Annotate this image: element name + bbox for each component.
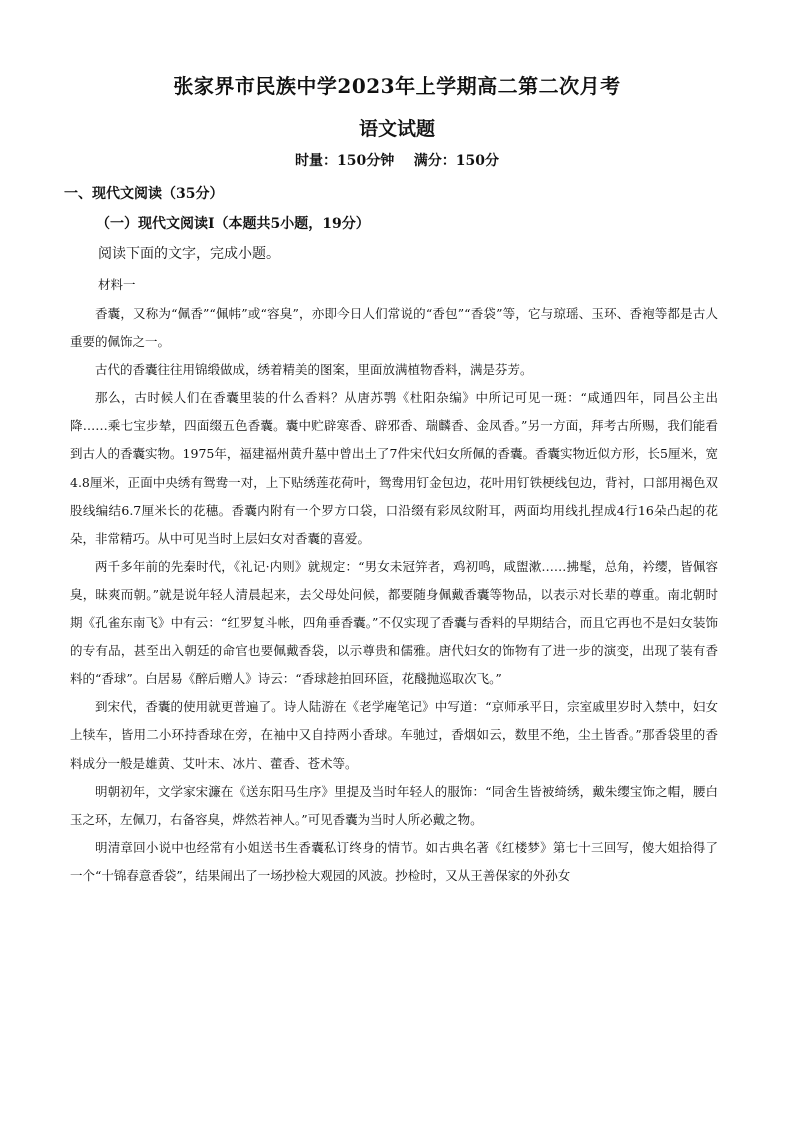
paragraph: 到宋代，香囊的使用就更普遍了。诗人陆游在《老学庵笔记》中写道：“京师承平日，宗室戚里岁时入禁中，妇女上犊车，皆用二小环持香球在旁，在袖中又自持两小香球。车驰过，香烟如云，数里不绝，尘土皆香。”那香袋里的香料成分一般是雄黄、艾叶末、冰片、藿香、苍术等。 <box>70 699 718 771</box>
section-heading: 一、现代文阅读（35分） <box>64 186 224 202</box>
paragraph: 两千多年前的先秦时代，《礼记·内则》就规定：“男女未冠笄者，鸡初鸣，咸盥漱……拂髦，总角，衿缨，皆佩容臭，昧爽而朝。”就是说年轻人清晨起来，去父母处问候，都要随身佩戴香囊等物品，以表示对长辈的尊重。南北朝时期《孔雀东南飞》中有云：“红罗复斗帐，四角垂香囊。”不仅实现了香囊与香料的早期结合，而且它再也不是妇女装饰的专有品，甚至出入朝廷的命官也要佩戴香袋，以示尊贵和儒雅。唐代妇女的饰物有了进一步的演变，出现了装有香料的“香球”。白居易《醉后赠人》诗云：“香球趁拍回环匼，花醆抛巡取次飞。” <box>70 558 718 687</box>
paragraph: 明朝初年，文学家宋濂在《送东阳马生序》里提及当时年轻人的服饰：“同舍生皆被绮绣，戴朱缨宝饰之帽，腰白玉之环，左佩刀，右备容臭，烨然若神人。”可见香囊为当时人所必戴之物。 <box>70 783 718 827</box>
paragraph: 那么，古时候人们在香囊里装的什么香料？从唐苏鹗《杜阳杂编》中所记可见一斑：“咸通四年，同昌公主出降……乘七宝步辇，四面缀五色香囊。囊中贮辟寒香、辟邪香、瑞麟香、金凤香。”另一方面，拜考古所赐，我们能看到古人的香囊实物。1975年，福建福州黄升墓中曾出土了7件宋代妇女所佩的香囊。香囊实物近似方形，长5厘米，宽4.8厘米，正面中央绣有鸳鸯一对，上下贴绣莲花荷叶，鸳鸯用钉金包边，花叶用钉铁梗线包边，背衬，口部用褐色双股线编结6.7厘米长的花穗。香囊内附有一个罗方口袋，口沿缀有彩凤纹附耳，两面均用线扎捏成4行16朵凸起的花朵，非常精巧。从中可见当时上层妇女对香囊的喜爱。 <box>70 390 718 546</box>
reading-instruction: 阅读下面的文字，完成小题。 <box>98 246 280 262</box>
passage-body <box>70 300 718 890</box>
exam-meta: 时量：150分钟 满分：150分 <box>295 153 499 169</box>
subject-title: 语文试题 <box>358 118 435 140</box>
material-label: 材料一 <box>98 277 136 292</box>
exam-title: 张家界市民族中学2023年上学期高二第二次月考 <box>173 74 621 98</box>
paragraph: 古代的香囊往往用锦缎做成，绣着精美的图案，里面放满植物香料，满是芬芳。 <box>95 362 533 378</box>
subsection-heading: （一）现代文阅读Ⅰ（本题共5小题，19分） <box>96 216 370 232</box>
paragraph: 明清章回小说中也经常有小姐送书生香囊私订终身的情节。如古典名著《红楼梦》第七十三回写，傻大姐拾得了一个“十锦春意香袋”，结果闹出了一场抄检大观园的风波。抄检时，又从王善保家的外孙女 <box>70 839 718 883</box>
paragraph: 香囊，又称为“佩香”“佩帏”或“容臭”，亦即今日人们常说的“香包”“香袋”等，它与琼瑶、玉环、香袍等都是古人重要的佩饰之一。 <box>70 306 718 350</box>
